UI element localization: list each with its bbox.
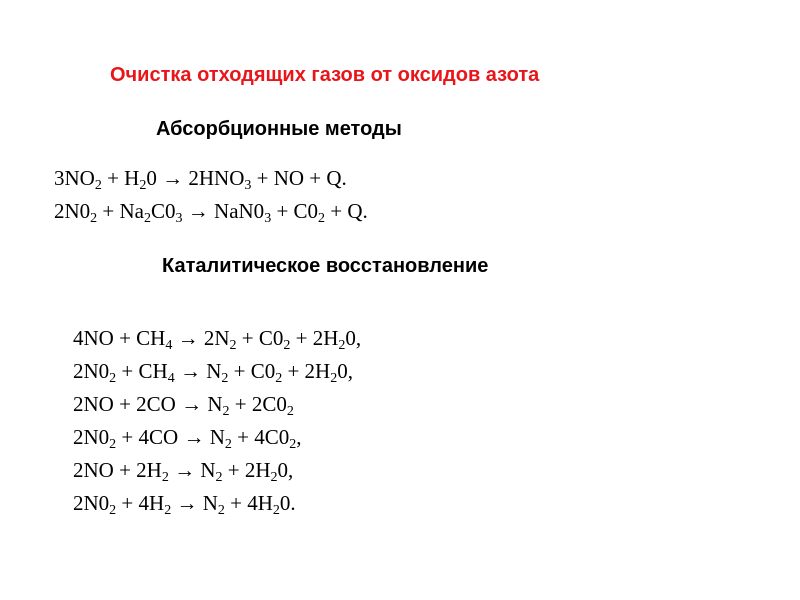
equation-text: + 2H <box>282 359 331 383</box>
equation <box>73 388 361 421</box>
equation-text: 0 → 2HNO <box>146 166 245 190</box>
equation-text: 4NO + CH <box>73 326 166 350</box>
equation-text: + CH <box>116 359 168 383</box>
equation-subscript: 2 <box>215 470 223 485</box>
equation-subscript: 2 <box>217 503 225 518</box>
equation-subscript: 2 <box>161 470 169 485</box>
equation-text: + 4H <box>116 491 165 515</box>
equation-subscript: 2 <box>109 503 117 518</box>
equation-subscript: 2 <box>289 437 297 452</box>
equation-text: + 4CO → N <box>116 425 225 449</box>
equation-text: + C0 <box>236 326 284 350</box>
equation-text: + NO + Q. <box>251 166 347 190</box>
equation-text: 0, <box>277 458 294 482</box>
section-heading-absorption: Абсорбционные методы <box>156 118 402 140</box>
equation-text: + Na <box>97 199 145 223</box>
equation-subscript: 2 <box>286 404 294 419</box>
equation-text: → 2N <box>172 326 230 350</box>
equation-subscript: 2 <box>164 503 172 518</box>
equation <box>54 162 368 195</box>
equation-text: → NaN0 <box>182 199 265 223</box>
equation-subscript: 2 <box>330 371 338 386</box>
equation-subscript: 3 <box>244 178 252 193</box>
equation-subscript: 2 <box>283 338 291 353</box>
equation-subscript: 3 <box>175 211 183 226</box>
equation-text: + Q. <box>325 199 368 223</box>
equation-subscript: 2 <box>94 178 102 193</box>
equation-subscript: 2 <box>109 371 117 386</box>
equation-text: + C0 <box>228 359 276 383</box>
equation-text: 2N0 <box>73 359 110 383</box>
equation-text: 2N0 <box>73 425 110 449</box>
equation-text: 0, <box>345 326 362 350</box>
equation-subscript: 2 <box>338 338 346 353</box>
equation-text: 2N0 <box>54 199 91 223</box>
equation-subscript: 2 <box>222 404 230 419</box>
equation <box>73 487 361 520</box>
equation-text: C0 <box>151 199 176 223</box>
equation-subscript: 2 <box>144 211 152 226</box>
equation-text: → N <box>168 458 216 482</box>
equation <box>73 355 361 388</box>
slide-title: Очистка отходящих газов от оксидов азота <box>110 64 540 86</box>
equation-subscript: 2 <box>109 437 117 452</box>
equation <box>54 195 368 228</box>
equation-subscript: 2 <box>229 338 237 353</box>
absorption-equations <box>54 162 368 228</box>
equation-subscript: 2 <box>224 437 232 452</box>
equation-subscript: 2 <box>221 371 229 386</box>
equation-subscript: 2 <box>90 211 98 226</box>
equation-subscript: 2 <box>275 371 283 386</box>
section-heading-catalytic: Каталитическое восстановление <box>162 255 489 277</box>
equation <box>73 454 361 487</box>
catalytic-equations <box>73 322 361 520</box>
equation-subscript: 2 <box>318 211 326 226</box>
equation-text: 2NO + 2CO → N <box>73 392 223 416</box>
equation-text: + 2C0 <box>229 392 287 416</box>
equation-text: + C0 <box>271 199 319 223</box>
equation-text: + 2H <box>222 458 271 482</box>
equation-text: 2NO + 2H <box>73 458 162 482</box>
equation-text: + 4C0 <box>231 425 290 449</box>
equation-subscript: 3 <box>264 211 272 226</box>
equation <box>73 322 361 355</box>
equation-text: → N <box>171 491 218 515</box>
equation-text: 0. <box>279 491 296 515</box>
equation <box>73 421 361 454</box>
equation-text: 0, <box>337 359 353 383</box>
equation-subscript: 2 <box>139 178 147 193</box>
equation-text: + 4H <box>224 491 273 515</box>
equation-subscript: 2 <box>270 470 278 485</box>
equation-subscript: 4 <box>167 371 175 386</box>
equation-subscript: 4 <box>165 338 173 353</box>
equation-text: , <box>296 425 302 449</box>
equation-text: + 2H <box>290 326 339 350</box>
equation-subscript: 2 <box>272 503 280 518</box>
equation-text: 2N0 <box>73 491 110 515</box>
equation-text: + H <box>101 166 140 190</box>
equation-text: → N <box>174 359 222 383</box>
equation-text: 3NO <box>54 166 95 190</box>
